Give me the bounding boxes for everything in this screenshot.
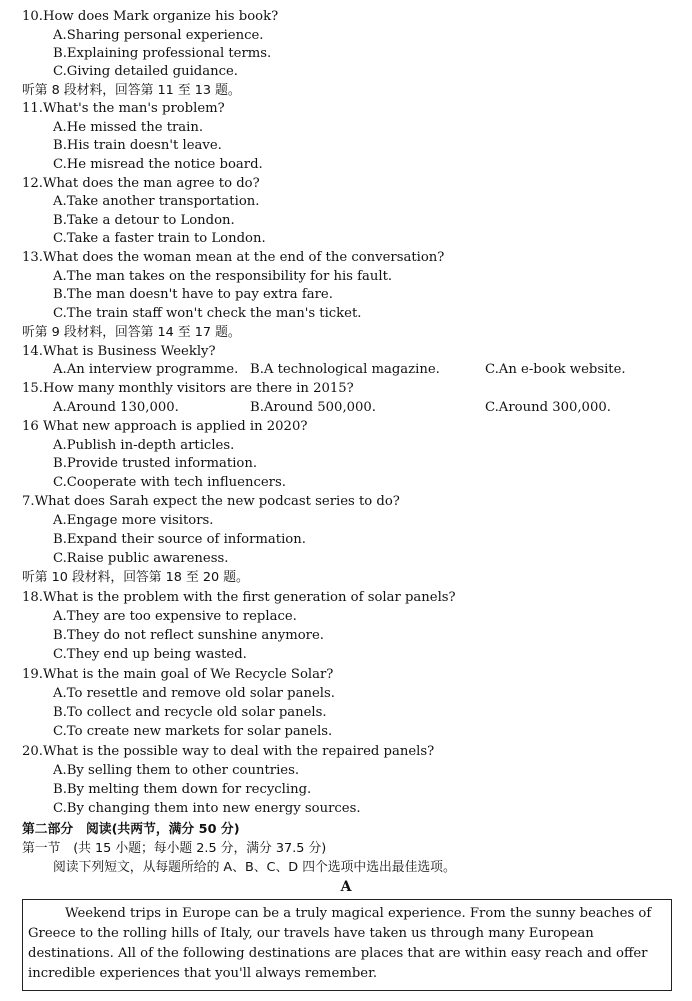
question-stem: 16 What new approach is applied in 2020? (22, 419, 308, 434)
answer-option: A.Take another transportation. (53, 194, 260, 209)
answer-option: B.Around 500,000. (250, 400, 376, 415)
question-stem: 13.What does the woman mean at the end of the conversation? (22, 250, 445, 265)
answer-option: C.Giving detailed guidance. (53, 64, 238, 79)
passage-line: Greece to the rolling hills of Italy, our travels have taken us through many European (28, 926, 594, 941)
answer-option: A.Around 130,000. (53, 400, 179, 415)
answer-option: C.They end up being wasted. (53, 647, 247, 662)
answer-option: C.Cooperate with tech influencers. (53, 475, 286, 490)
answer-option: B.Provide trusted information. (53, 456, 258, 471)
instruction-text: 阅读下列短文，从每题所给的 A、B、C、D 四个选项中选出最佳选项。 (53, 860, 456, 875)
answer-option: B.They do not reflect sunshine anymore. (53, 628, 324, 643)
answer-option: C.An e-book website. (485, 362, 626, 377)
answer-options-row (53, 361, 673, 379)
passage-box (22, 899, 672, 991)
listening-section-heading: 听第 8 段材料，回答第 11 至 13 题。 (22, 83, 241, 98)
question-stem: 15.How many monthly visitors are there in 2015? (22, 381, 354, 396)
question-stem: 19.What is the main goal of We Recycle Solar? (22, 667, 334, 682)
question-stem: 18.What is the problem with the first generation of solar panels? (22, 590, 456, 605)
answer-options-row (53, 399, 673, 417)
passage-line: Weekend trips in Europe can be a truly magical experience. From the sunny beaches of (65, 906, 652, 921)
passage-line: destinations. All of the following destinations are places that are within easy reach and offer (28, 946, 648, 961)
passage-line: incredible experiences that you'll always remember. (28, 966, 378, 981)
question-stem: 12.What does the man agree to do? (22, 176, 260, 191)
question-stem: 20.What is the possible way to deal with the repaired panels? (22, 744, 435, 759)
part-heading: 第二部分 阅读(共两节，满分 50 分) (22, 822, 240, 837)
answer-option: B.The man doesn't have to pay extra fare. (53, 287, 333, 302)
listening-section-heading: 听第 9 段材料，回答第 14 至 17 题。 (22, 325, 241, 340)
answer-option: A.By selling them to other countries. (53, 763, 300, 778)
passage-label: A (340, 879, 352, 895)
question-stem: 14.What is Business Weekly? (22, 344, 216, 359)
answer-option: C.To create new markets for solar panels. (53, 724, 333, 739)
question-stem: 11.What's the man's problem? (22, 101, 225, 116)
answer-option: A.He missed the train. (53, 120, 204, 135)
answer-option: B.A technological magazine. (250, 362, 440, 377)
answer-option: A.Engage more visitors. (53, 513, 214, 528)
answer-option: B.Explaining professional terms. (53, 46, 272, 61)
section-heading: 第一节 (共 15 小题；每小题 2.5 分，满分 37.5 分) (22, 841, 327, 856)
answer-option: A.Publish in-depth articles. (53, 438, 235, 453)
question-stem: 7.What does Sarah expect the new podcast series to do? (22, 494, 400, 509)
answer-option: A.The man takes on the responsibility for his fault. (53, 269, 393, 284)
answer-option: C.Raise public awareness. (53, 551, 229, 566)
answer-option: B.To collect and recycle old solar panels. (53, 705, 327, 720)
answer-option: B.Expand their source of information. (53, 532, 306, 547)
answer-option: C.Take a faster train to London. (53, 231, 266, 246)
answer-option: B.By melting them down for recycling. (53, 782, 312, 797)
answer-option: B.His train doesn't leave. (53, 138, 222, 153)
answer-option: A.Sharing personal experience. (53, 28, 264, 43)
answer-option: A.They are too expensive to replace. (53, 609, 297, 624)
answer-option: C.He misread the notice board. (53, 157, 263, 172)
listening-section-heading: 听第 10 段材料，回答第 18 至 20 题。 (22, 570, 249, 585)
answer-option: A.To resettle and remove old solar panels. (53, 686, 335, 701)
answer-option: B.Take a detour to London. (53, 213, 235, 228)
answer-option: C.Around 300,000. (485, 400, 611, 415)
answer-option: A.An interview programme. (53, 362, 239, 377)
question-stem: 10.How does Mark organize his book? (22, 9, 279, 24)
answer-option: C.By changing them into new energy sources. (53, 801, 361, 816)
answer-option: C.The train staff won't check the man's ticket. (53, 306, 362, 321)
